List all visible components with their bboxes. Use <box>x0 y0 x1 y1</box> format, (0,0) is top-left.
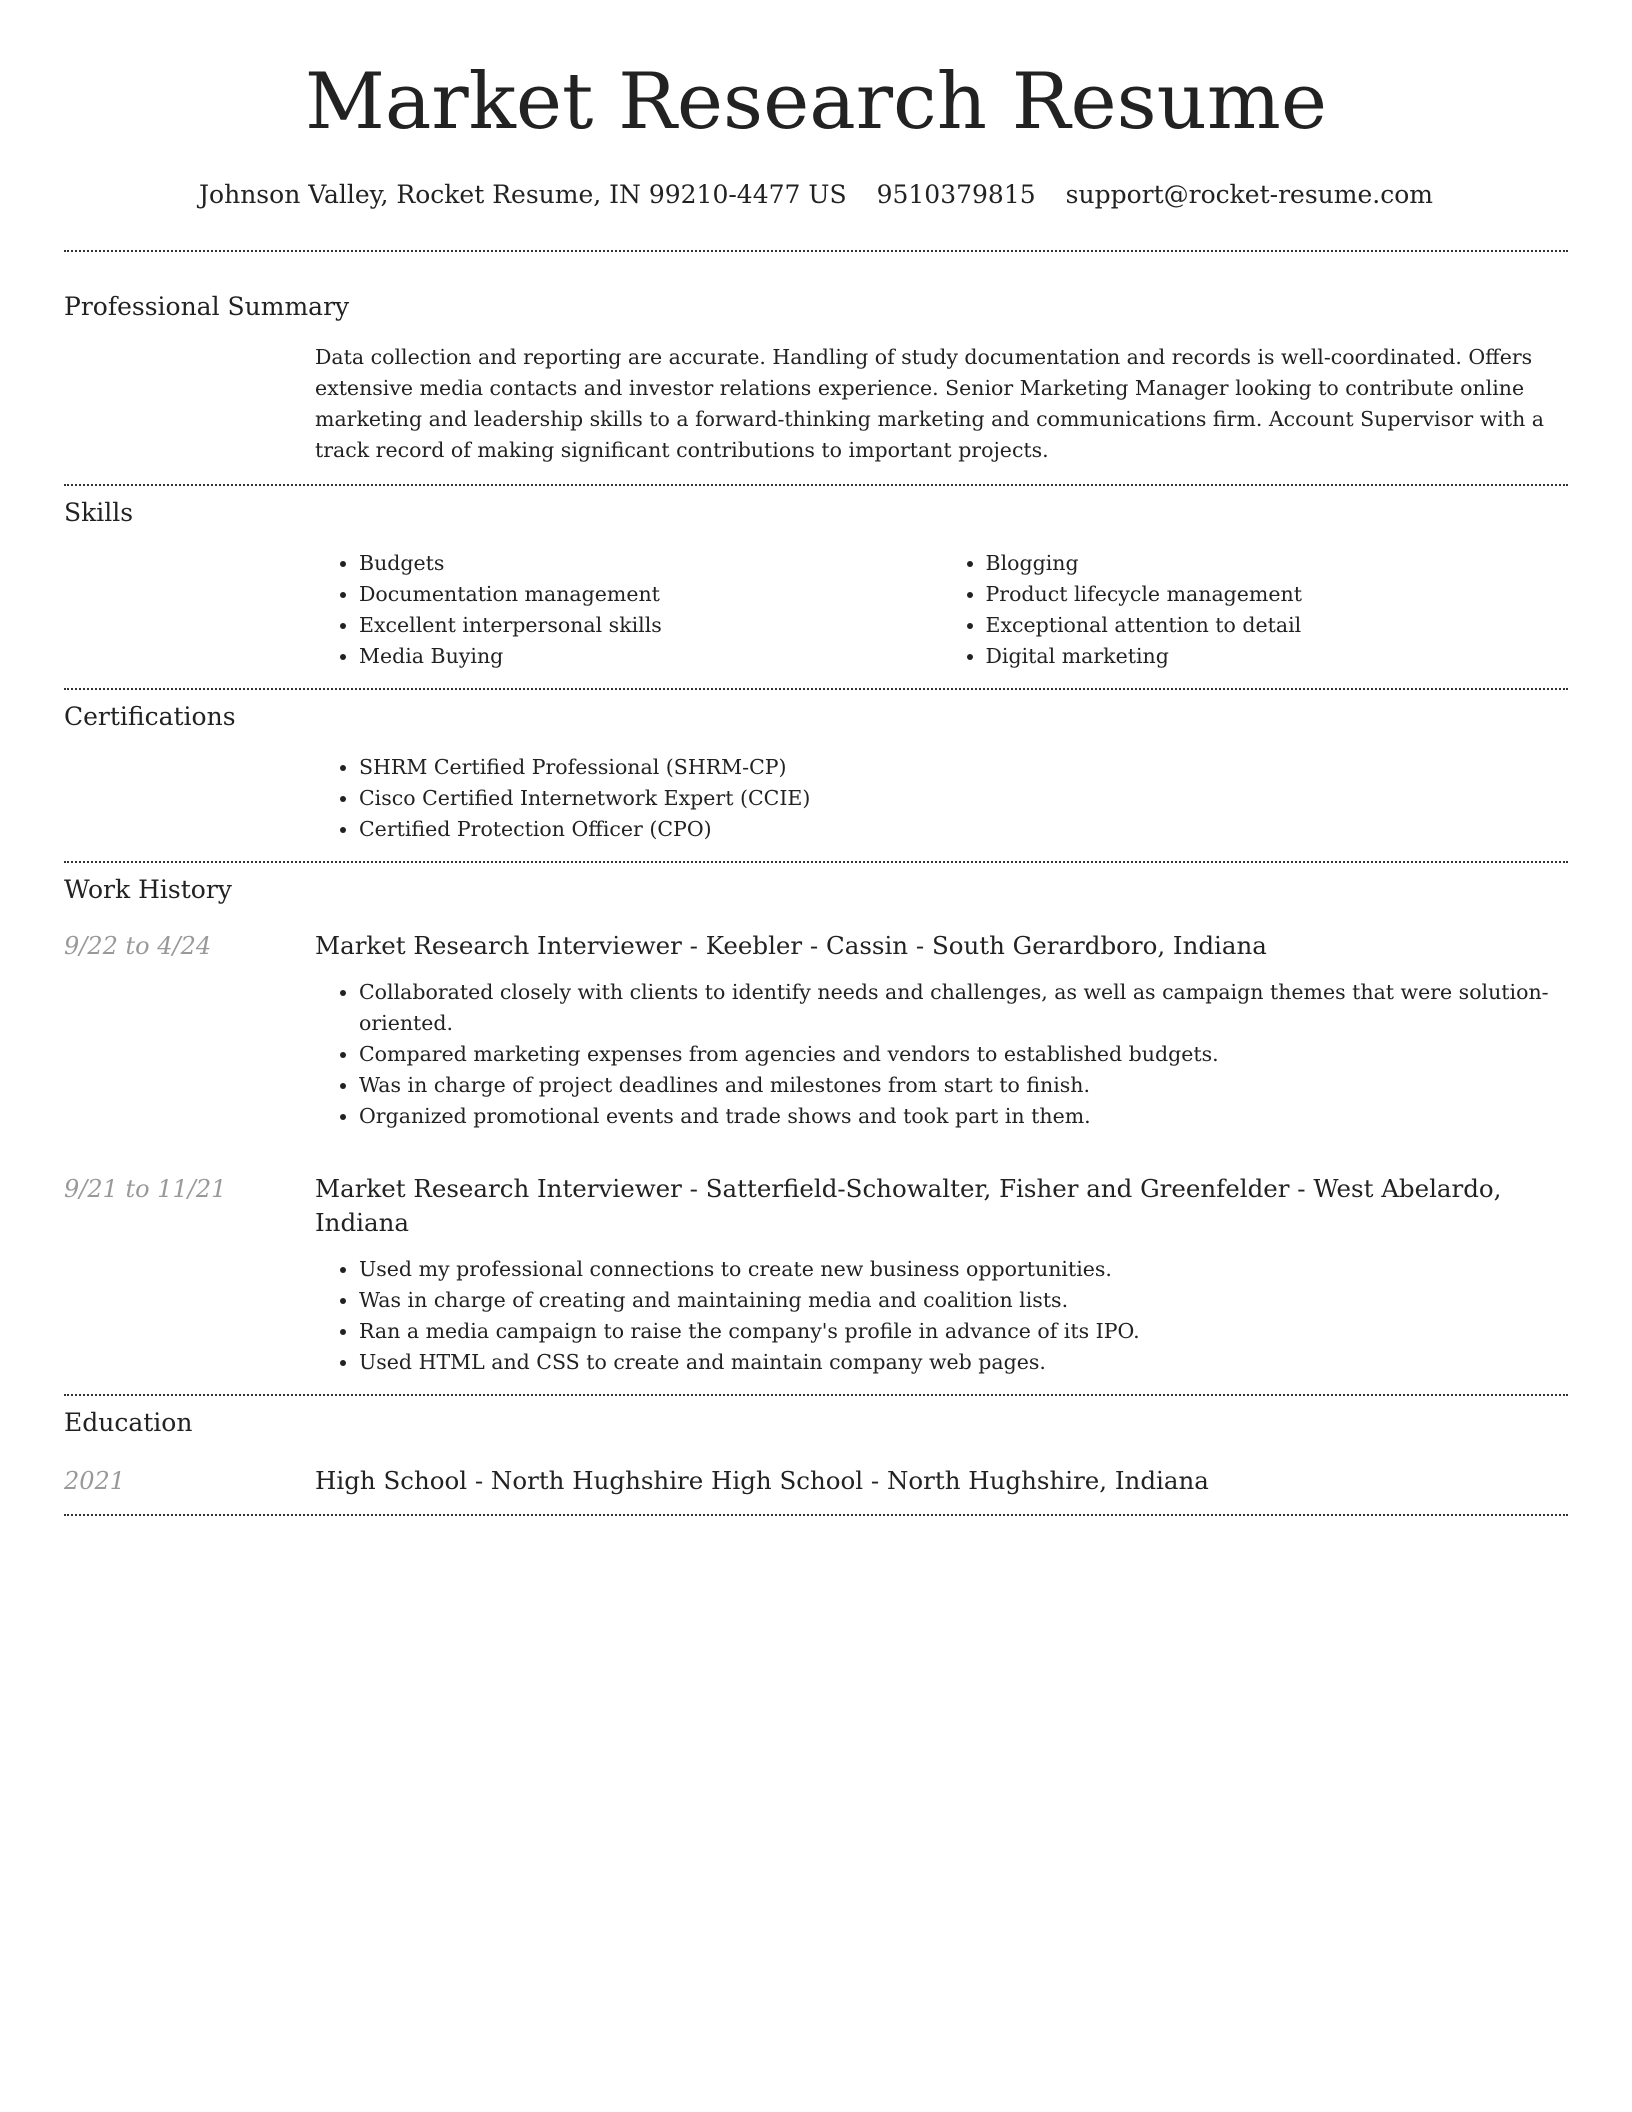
skills-list-left <box>315 548 942 672</box>
contact-address: Johnson Valley, Rocket Resume, IN 99210-4477 US <box>199 180 847 209</box>
certification-item: • SHRM Certified Professional (SHRM-CP) <box>359 752 1568 783</box>
skill-item: • Exceptional attention to detail <box>986 610 1569 641</box>
summary-heading: Professional Summary <box>64 292 350 321</box>
job-entry <box>64 1172 1568 1378</box>
job-details: - Keebler - Cassin - South Gerardboro, Indiana <box>681 931 1267 960</box>
education-degree: High School <box>315 1466 468 1495</box>
job-dates: 9/22 to 4/24 <box>64 932 212 960</box>
education-title <box>315 1464 1209 1498</box>
education-heading: Education <box>64 1408 193 1437</box>
education-details: - North Hughshire High School - North Hughshire, Indiana <box>467 1466 1209 1495</box>
skill-item: • Digital marketing <box>986 641 1569 672</box>
certifications-heading: Certifications <box>64 702 236 731</box>
certification-item: • Cisco Certified Internetwork Expert (CCIE) <box>359 783 1568 814</box>
job-entry <box>64 929 1568 1132</box>
section-divider <box>64 1514 1568 1516</box>
contact-line <box>64 178 1568 212</box>
skill-item: • Blogging <box>986 548 1569 579</box>
skills-section <box>64 486 1568 688</box>
job-dates: 9/21 to 11/21 <box>64 1175 227 1203</box>
skill-item: • Documentation management <box>359 579 942 610</box>
job-bullet: • Ran a media campaign to raise the company's profile in advance of its IPO. <box>359 1316 1568 1347</box>
job-bullets <box>315 1254 1568 1378</box>
job-title <box>315 929 1267 963</box>
resume-title: Market Research Resume <box>304 57 1328 147</box>
skills-list-right <box>942 548 1569 672</box>
skill-item: • Product lifecycle management <box>986 579 1569 610</box>
certifications-list <box>315 752 1568 845</box>
job-bullet: • Collaborated closely with clients to identify needs and challenges, as well as campaign themes that were solution-oriented. <box>359 977 1568 1039</box>
job-role: Market Research Interviewer <box>315 1174 682 1203</box>
skills-heading: Skills <box>64 498 134 527</box>
skill-item: • Excellent interpersonal skills <box>359 610 942 641</box>
certifications-section <box>64 690 1568 861</box>
summary-text: Data collection and reporting are accurate. Handling of study documentation and records is well-coordinated. Offers extensive media contacts and investor relations experience. Senior Marketing Manager looking to contribute online marketing and leadership skills to a forward-thinking marketing and communications firm. Account Supervisor with a track record of making significant contributions to important projects. <box>315 345 1545 462</box>
job-bullet: • Used HTML and CSS to create and maintain company web pages. <box>359 1347 1568 1378</box>
job-bullet: • Was in charge of creating and maintaining media and coalition lists. <box>359 1285 1568 1316</box>
skill-item: • Budgets <box>359 548 942 579</box>
job-bullet: • Used my professional connections to create new business opportunities. <box>359 1254 1568 1285</box>
job-title <box>315 1172 1568 1240</box>
job-details: - Satterfield-Schowalter, Fisher and Greenfelder - West Abelardo, Indiana <box>315 1174 1502 1237</box>
education-year: 2021 <box>64 1467 126 1495</box>
work-history-section <box>64 863 1568 1394</box>
job-bullet: • Compared marketing expenses from agencies and vendors to established budgets. <box>359 1039 1568 1070</box>
job-bullet: • Was in charge of project deadlines and milestones from start to finish. <box>359 1070 1568 1101</box>
skill-item: • Media Buying <box>359 641 942 672</box>
contact-email: support@rocket-resume.com <box>1065 180 1433 209</box>
contact-phone: 9510379815 <box>876 180 1036 209</box>
job-bullet: • Organized promotional events and trade shows and took part in them. <box>359 1101 1568 1132</box>
certification-item: • Certified Protection Officer (CPO) <box>359 814 1568 845</box>
education-section <box>64 1396 1568 1514</box>
job-role: Market Research Interviewer <box>315 931 682 960</box>
summary-section <box>64 252 1568 484</box>
work-history-heading: Work History <box>64 875 232 904</box>
job-bullets <box>315 977 1568 1132</box>
